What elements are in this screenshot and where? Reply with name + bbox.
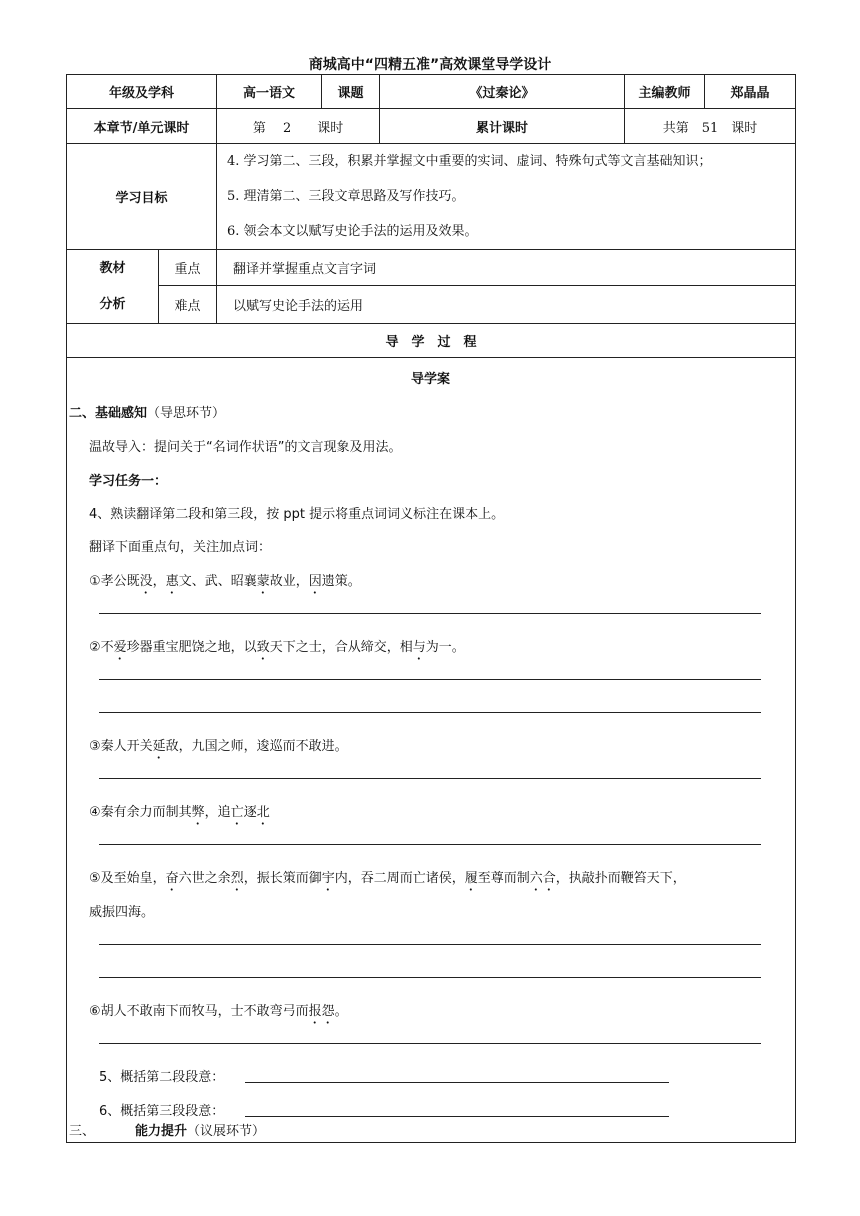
answer-line [99,712,761,713]
sentence-6: ⑥胡人不敢南下而牧马，士不敢弯弓而报怨。 [89,1004,348,1019]
dotted-word: 亡 [230,805,244,820]
task1-label: 学习任务一： [89,474,168,489]
dotted-word: 报怨 [308,1004,335,1019]
lesson-plan-table [66,74,796,1143]
key-label: 重点 [159,250,217,286]
dotted-word: 烈 [230,871,244,886]
intro-text: 温故导入：提问关于“名词作状语”的文言现象及用法。 [89,440,402,455]
dotted-word: 履 [464,871,478,886]
answer-line [99,844,761,845]
difficulty-label: 难点 [159,286,217,324]
process-row [67,324,796,358]
summary-6-label: 6、概括第三段段意： [99,1104,225,1119]
header-row-2 [67,109,796,144]
guide-body [67,358,796,1143]
dotted-word: 奋 [165,871,179,886]
sentence-1: ①孝公既没，惠文、武、昭襄蒙故业，因遗策。 [89,574,361,589]
header-row-1 [67,75,796,109]
document-title: 商城高中“四精五准”高效课堂导学设计 [308,57,552,73]
sentence-5-cont: 威振四海。 [89,905,155,920]
dotted-word: 弊 [191,805,205,820]
answer-line [99,1043,761,1044]
dotted-word: 蒙 [256,574,270,589]
dotted-word: 爱 [113,640,127,655]
cumulative-value: 共第 51 课时 [625,109,796,144]
dotted-word: 惠 [165,574,179,589]
dotted-word: 致 [256,640,270,655]
section2-heading [69,402,225,421]
translate-hint: 翻译下面重点句，关注加点词： [89,540,272,555]
summary-5-label: 5、概括第二段段意： [99,1070,225,1085]
sentence-4: ④秦有余力而制其弊，追亡逐北 [89,805,270,820]
section2-heading-bold: 二、基础感知 [69,406,148,421]
section3-heading-bold: 能力提升 [135,1124,188,1139]
guide-title: 导学案 [410,372,450,387]
unit-value: 第 2 课时 [217,109,380,144]
key-value: 翻译并掌握重点文言字词 [217,250,796,286]
key-point-row [67,250,796,286]
section3-heading [69,1120,265,1139]
goal-item: 5. 理清第二、三段文章思路及写作技巧。 [227,189,465,204]
summary-5-line[interactable] [245,1082,669,1083]
analysis-label-bottom: 分析 [99,296,126,312]
dotted-word: 六合 [529,871,556,886]
answer-line [99,613,761,614]
dotted-word: 宇 [321,871,335,886]
section3-heading-note: （议展环节） [187,1124,266,1139]
editor-value: 郑晶晶 [705,75,796,109]
sentence-3: ③秦人开关延敌，九国之师，逡巡而不敢进。 [89,739,348,754]
section3-num: 三、 [69,1124,96,1139]
goals-label: 学习目标 [67,144,217,250]
editor-label: 主编教师 [625,75,705,109]
topic-label: 课题 [322,75,380,109]
answer-line [99,679,761,680]
sentence-5: ⑤及至始皇，奋六世之余烈，振长策而御宇内，吞二周而亡诸侯，履至尊而制六合，执敲扑而鞭笞天下， [89,871,686,886]
section2-heading-note: （导思环节） [147,406,226,421]
goal-item: 6. 领会本文以赋写史论手法的运用及效果。 [227,224,478,239]
analysis-label [67,250,159,324]
goal-item: 4. 学习第二、三段，积累并掌握文中重要的实词、虚词、特殊句式等文言基础知识； [227,154,712,169]
summary-6-line[interactable] [245,1116,669,1117]
topic-value: 《过秦论》 [380,75,625,109]
grade-label: 年级及学科 [67,75,217,109]
cumulative-label: 累计课时 [380,109,625,144]
answer-line [99,944,761,945]
answer-line [99,778,761,779]
dotted-word: 与 [412,640,426,655]
guide-body-row [67,358,796,1143]
dotted-word: 北 [256,805,270,820]
difficulty-value: 以赋写史论手法的运用 [217,286,796,324]
difficulty-row [67,286,796,324]
analysis-label-top: 教材 [99,260,126,276]
goals-list [217,144,796,250]
process-title: 导 学 过 程 [67,324,796,358]
sentence-2: ②不爱珍器重宝肥饶之地，以致天下之士，合从缔交，相与为一。 [89,640,465,655]
dotted-word: 延 [152,739,166,754]
dotted-word: 没 [139,574,153,589]
dotted-word: 因 [308,574,322,589]
goals-row [67,144,796,250]
grade-value: 高一语文 [217,75,322,109]
item4-text: 4、熟读翻译第二段和第三段，按 ppt 提示将重点词词义标注在课本上。 [89,507,505,522]
unit-label: 本章节/单元课时 [67,109,217,144]
answer-line [99,977,761,978]
